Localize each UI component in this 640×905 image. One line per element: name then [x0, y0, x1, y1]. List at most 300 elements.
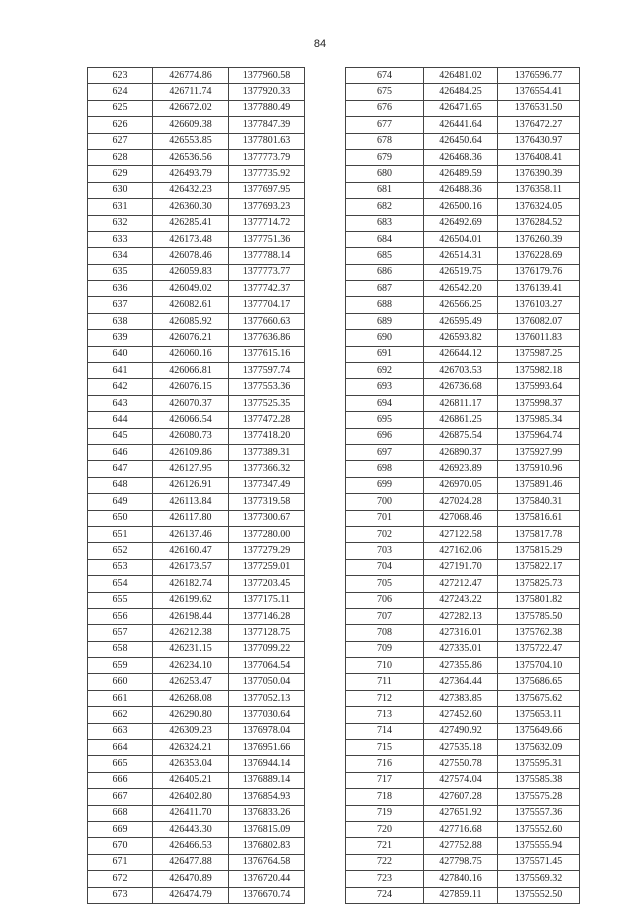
y-coordinate-cell: 1377751.36: [229, 231, 305, 247]
x-coordinate-cell: 426484.25: [424, 84, 498, 100]
point-number-cell: 637: [88, 297, 153, 313]
table-row: [88, 117, 305, 133]
table-row: [346, 526, 580, 542]
point-number-cell: 711: [346, 674, 424, 690]
point-number-cell: 693: [346, 379, 424, 395]
point-number-cell: 706: [346, 592, 424, 608]
table-row: [88, 477, 305, 493]
table-row: [88, 444, 305, 460]
point-number-cell: 686: [346, 264, 424, 280]
x-coordinate-cell: 426481.02: [424, 68, 498, 84]
table-row: [346, 789, 580, 805]
y-coordinate-cell: 1376228.69: [498, 248, 580, 264]
y-coordinate-cell: 1377615.16: [229, 346, 305, 362]
x-coordinate-cell: 426290.80: [153, 707, 229, 723]
y-coordinate-cell: 1375722.47: [498, 641, 580, 657]
y-coordinate-cell: 1376833.26: [229, 805, 305, 821]
x-coordinate-cell: 427840.16: [424, 871, 498, 887]
point-number-cell: 665: [88, 756, 153, 772]
point-number-cell: 651: [88, 526, 153, 542]
point-number-cell: 722: [346, 854, 424, 870]
point-number-cell: 655: [88, 592, 153, 608]
table-row: [88, 166, 305, 182]
x-coordinate-cell: 426536.56: [153, 149, 229, 165]
point-number-cell: 724: [346, 887, 424, 903]
point-number-cell: 676: [346, 100, 424, 116]
point-number-cell: 678: [346, 133, 424, 149]
y-coordinate-cell: 1375785.50: [498, 608, 580, 624]
x-coordinate-cell: 427364.44: [424, 674, 498, 690]
point-number-cell: 688: [346, 297, 424, 313]
point-number-cell: 717: [346, 772, 424, 788]
point-number-cell: 696: [346, 428, 424, 444]
x-coordinate-cell: 426173.57: [153, 559, 229, 575]
point-number-cell: 645: [88, 428, 153, 444]
table-row: [88, 494, 305, 510]
table-row: [88, 608, 305, 624]
x-coordinate-cell: 426080.73: [153, 428, 229, 444]
y-coordinate-cell: 1375632.09: [498, 740, 580, 756]
point-number-cell: 647: [88, 461, 153, 477]
table-row: [88, 690, 305, 706]
y-coordinate-cell: 1376951.66: [229, 740, 305, 756]
x-coordinate-cell: 426109.86: [153, 444, 229, 460]
x-coordinate-cell: 427383.85: [424, 690, 498, 706]
table-row: [346, 149, 580, 165]
table-row: [346, 690, 580, 706]
y-coordinate-cell: 1375762.38: [498, 625, 580, 641]
table-row: [88, 641, 305, 657]
table-row: [88, 412, 305, 428]
point-number-cell: 694: [346, 395, 424, 411]
point-number-cell: 721: [346, 838, 424, 854]
y-coordinate-cell: 1375555.94: [498, 838, 580, 854]
y-coordinate-cell: 1377347.49: [229, 477, 305, 493]
x-coordinate-cell: 426059.83: [153, 264, 229, 280]
point-number-cell: 716: [346, 756, 424, 772]
y-coordinate-cell: 1375585.38: [498, 772, 580, 788]
table-row: [346, 871, 580, 887]
y-coordinate-cell: 1376324.05: [498, 199, 580, 215]
point-number-cell: 662: [88, 707, 153, 723]
y-coordinate-cell: 1377704.17: [229, 297, 305, 313]
point-number-cell: 680: [346, 166, 424, 182]
x-coordinate-cell: 426875.54: [424, 428, 498, 444]
y-coordinate-cell: 1375817.78: [498, 526, 580, 542]
table-row: [346, 68, 580, 84]
table-row: [346, 576, 580, 592]
coordinates-table-right: [345, 67, 580, 904]
x-coordinate-cell: 426470.89: [153, 871, 229, 887]
y-coordinate-cell: 1375840.31: [498, 494, 580, 510]
x-coordinate-cell: 427162.06: [424, 543, 498, 559]
y-coordinate-cell: 1377880.49: [229, 100, 305, 116]
point-number-cell: 677: [346, 117, 424, 133]
table-row: [346, 297, 580, 313]
table-row: [346, 477, 580, 493]
point-number-cell: 657: [88, 625, 153, 641]
y-coordinate-cell: 1375964.74: [498, 428, 580, 444]
table-row: [88, 887, 305, 903]
y-coordinate-cell: 1376720.44: [229, 871, 305, 887]
page-number: 84: [313, 38, 327, 50]
y-coordinate-cell: 1375552.60: [498, 821, 580, 837]
point-number-cell: 690: [346, 330, 424, 346]
y-coordinate-cell: 1375675.62: [498, 690, 580, 706]
table-row: [346, 379, 580, 395]
x-coordinate-cell: 427651.92: [424, 805, 498, 821]
point-number-cell: 627: [88, 133, 153, 149]
y-coordinate-cell: 1375801.82: [498, 592, 580, 608]
table-row: [346, 100, 580, 116]
y-coordinate-cell: 1377389.31: [229, 444, 305, 460]
point-number-cell: 654: [88, 576, 153, 592]
x-coordinate-cell: 426049.02: [153, 281, 229, 297]
table-row: [346, 592, 580, 608]
point-number-cell: 708: [346, 625, 424, 641]
table-row: [346, 838, 580, 854]
point-number-cell: 673: [88, 887, 153, 903]
y-coordinate-cell: 1375927.99: [498, 444, 580, 460]
x-coordinate-cell: 426076.21: [153, 330, 229, 346]
table-row: [346, 608, 580, 624]
y-coordinate-cell: 1376531.50: [498, 100, 580, 116]
point-number-cell: 687: [346, 281, 424, 297]
point-number-cell: 699: [346, 477, 424, 493]
x-coordinate-cell: 427212.47: [424, 576, 498, 592]
x-coordinate-cell: 426199.62: [153, 592, 229, 608]
y-coordinate-cell: 1376802.83: [229, 838, 305, 854]
x-coordinate-cell: 426644.12: [424, 346, 498, 362]
x-coordinate-cell: 427574.04: [424, 772, 498, 788]
table-row: [346, 543, 580, 559]
y-coordinate-cell: 1377773.79: [229, 149, 305, 165]
point-number-cell: 649: [88, 494, 153, 510]
table-row: [346, 625, 580, 641]
y-coordinate-cell: 1375571.45: [498, 854, 580, 870]
y-coordinate-cell: 1377693.23: [229, 199, 305, 215]
point-number-cell: 670: [88, 838, 153, 854]
point-number-cell: 658: [88, 641, 153, 657]
table-row: [346, 428, 580, 444]
table-row: [88, 756, 305, 772]
x-coordinate-cell: 426471.65: [424, 100, 498, 116]
y-coordinate-cell: 1375815.29: [498, 543, 580, 559]
y-coordinate-cell: 1376179.76: [498, 264, 580, 280]
point-number-cell: 656: [88, 608, 153, 624]
point-number-cell: 634: [88, 248, 153, 264]
point-number-cell: 625: [88, 100, 153, 116]
point-number-cell: 639: [88, 330, 153, 346]
y-coordinate-cell: 1377714.72: [229, 215, 305, 231]
x-coordinate-cell: 426212.38: [153, 625, 229, 641]
point-number-cell: 685: [346, 248, 424, 264]
table-row: [88, 199, 305, 215]
point-number-cell: 631: [88, 199, 153, 215]
x-coordinate-cell: 427024.28: [424, 494, 498, 510]
point-number-cell: 633: [88, 231, 153, 247]
x-coordinate-cell: 427859.11: [424, 887, 498, 903]
point-number-cell: 709: [346, 641, 424, 657]
y-coordinate-cell: 1377050.04: [229, 674, 305, 690]
y-coordinate-cell: 1375557.36: [498, 805, 580, 821]
coordinates-table-left: [87, 67, 305, 904]
point-number-cell: 712: [346, 690, 424, 706]
point-number-cell: 719: [346, 805, 424, 821]
y-coordinate-cell: 1375891.46: [498, 477, 580, 493]
x-coordinate-cell: 426970.05: [424, 477, 498, 493]
point-number-cell: 661: [88, 690, 153, 706]
x-coordinate-cell: 426353.04: [153, 756, 229, 772]
x-coordinate-cell: 426474.79: [153, 887, 229, 903]
table-row: [88, 625, 305, 641]
x-coordinate-cell: 427550.78: [424, 756, 498, 772]
table-row: [346, 821, 580, 837]
table-row: [346, 723, 580, 739]
table-row: [88, 789, 305, 805]
x-coordinate-cell: 426443.30: [153, 821, 229, 837]
y-coordinate-cell: 1375982.18: [498, 363, 580, 379]
x-coordinate-cell: 426411.70: [153, 805, 229, 821]
table-row: [346, 84, 580, 100]
x-coordinate-cell: 426736.68: [424, 379, 498, 395]
x-coordinate-cell: 426450.64: [424, 133, 498, 149]
x-coordinate-cell: 426477.88: [153, 854, 229, 870]
table-row: [346, 117, 580, 133]
point-number-cell: 660: [88, 674, 153, 690]
x-coordinate-cell: 426309.23: [153, 723, 229, 739]
table-row: [88, 772, 305, 788]
y-coordinate-cell: 1376358.11: [498, 182, 580, 198]
x-coordinate-cell: 426285.41: [153, 215, 229, 231]
table-row: [88, 133, 305, 149]
y-coordinate-cell: 1377300.67: [229, 510, 305, 526]
x-coordinate-cell: 426402.80: [153, 789, 229, 805]
table-row: [88, 100, 305, 116]
table-row: [88, 576, 305, 592]
y-coordinate-cell: 1377636.86: [229, 330, 305, 346]
table-row: [88, 182, 305, 198]
point-number-cell: 630: [88, 182, 153, 198]
point-number-cell: 648: [88, 477, 153, 493]
y-coordinate-cell: 1376944.14: [229, 756, 305, 772]
table-row: [88, 821, 305, 837]
x-coordinate-cell: 426811.17: [424, 395, 498, 411]
y-coordinate-cell: 1375575.28: [498, 789, 580, 805]
x-coordinate-cell: 426117.80: [153, 510, 229, 526]
table-row: [88, 805, 305, 821]
x-coordinate-cell: 426268.08: [153, 690, 229, 706]
y-coordinate-cell: 1375822.17: [498, 559, 580, 575]
y-coordinate-cell: 1376764.58: [229, 854, 305, 870]
x-coordinate-cell: 426360.30: [153, 199, 229, 215]
x-coordinate-cell: 426542.20: [424, 281, 498, 297]
table-row: [346, 412, 580, 428]
x-coordinate-cell: 427490.92: [424, 723, 498, 739]
x-coordinate-cell: 426593.82: [424, 330, 498, 346]
x-coordinate-cell: 426082.61: [153, 297, 229, 313]
table-row: [88, 526, 305, 542]
table-row: [88, 297, 305, 313]
x-coordinate-cell: 426113.84: [153, 494, 229, 510]
table-row: [88, 231, 305, 247]
y-coordinate-cell: 1375653.11: [498, 707, 580, 723]
point-number-cell: 667: [88, 789, 153, 805]
table-row: [88, 248, 305, 264]
table-row: [346, 510, 580, 526]
point-number-cell: 710: [346, 658, 424, 674]
y-coordinate-cell: 1376978.04: [229, 723, 305, 739]
table-row: [346, 182, 580, 198]
table-row: [88, 363, 305, 379]
x-coordinate-cell: 426504.01: [424, 231, 498, 247]
table-row: [88, 264, 305, 280]
point-number-cell: 624: [88, 84, 153, 100]
x-coordinate-cell: 426076.15: [153, 379, 229, 395]
y-coordinate-cell: 1377920.33: [229, 84, 305, 100]
y-coordinate-cell: 1375987.25: [498, 346, 580, 362]
y-coordinate-cell: 1376139.41: [498, 281, 580, 297]
y-coordinate-cell: 1377030.64: [229, 707, 305, 723]
point-number-cell: 653: [88, 559, 153, 575]
x-coordinate-cell: 426492.69: [424, 215, 498, 231]
x-coordinate-cell: 426774.86: [153, 68, 229, 84]
table-row: [88, 723, 305, 739]
x-coordinate-cell: 427282.13: [424, 608, 498, 624]
x-coordinate-cell: 426405.21: [153, 772, 229, 788]
y-coordinate-cell: 1376390.39: [498, 166, 580, 182]
y-coordinate-cell: 1377319.58: [229, 494, 305, 510]
x-coordinate-cell: 426066.81: [153, 363, 229, 379]
table-row: [346, 707, 580, 723]
point-number-cell: 674: [346, 68, 424, 84]
x-coordinate-cell: 426489.59: [424, 166, 498, 182]
y-coordinate-cell: 1377366.32: [229, 461, 305, 477]
x-coordinate-cell: 426441.64: [424, 117, 498, 133]
table-row: [88, 543, 305, 559]
y-coordinate-cell: 1377472.28: [229, 412, 305, 428]
y-coordinate-cell: 1376011.83: [498, 330, 580, 346]
point-number-cell: 636: [88, 281, 153, 297]
x-coordinate-cell: 426595.49: [424, 313, 498, 329]
point-number-cell: 720: [346, 821, 424, 837]
table-row: [88, 854, 305, 870]
point-number-cell: 723: [346, 871, 424, 887]
y-coordinate-cell: 1377742.37: [229, 281, 305, 297]
table-row: [346, 166, 580, 182]
table-row: [346, 740, 580, 756]
point-number-cell: 652: [88, 543, 153, 559]
y-coordinate-cell: 1376082.07: [498, 313, 580, 329]
table-row: [346, 772, 580, 788]
table-row: [88, 346, 305, 362]
table-row: [88, 510, 305, 526]
x-coordinate-cell: 427535.18: [424, 740, 498, 756]
table-row: [88, 740, 305, 756]
point-number-cell: 675: [346, 84, 424, 100]
table-row: [346, 281, 580, 297]
y-coordinate-cell: 1376670.74: [229, 887, 305, 903]
point-number-cell: 695: [346, 412, 424, 428]
y-coordinate-cell: 1375985.34: [498, 412, 580, 428]
x-coordinate-cell: 426085.92: [153, 313, 229, 329]
x-coordinate-cell: 426198.44: [153, 608, 229, 624]
point-number-cell: 691: [346, 346, 424, 362]
y-coordinate-cell: 1376260.39: [498, 231, 580, 247]
x-coordinate-cell: 427355.86: [424, 658, 498, 674]
y-coordinate-cell: 1377052.13: [229, 690, 305, 706]
table-row: [346, 494, 580, 510]
y-coordinate-cell: 1375686.65: [498, 674, 580, 690]
x-coordinate-cell: 427798.75: [424, 854, 498, 870]
point-number-cell: 698: [346, 461, 424, 477]
table-row: [346, 330, 580, 346]
y-coordinate-cell: 1376408.41: [498, 149, 580, 165]
y-coordinate-cell: 1375993.64: [498, 379, 580, 395]
point-number-cell: 643: [88, 395, 153, 411]
x-coordinate-cell: 426609.38: [153, 117, 229, 133]
x-coordinate-cell: 427243.22: [424, 592, 498, 608]
point-number-cell: 703: [346, 543, 424, 559]
table-row: [88, 658, 305, 674]
point-number-cell: 682: [346, 199, 424, 215]
point-number-cell: 718: [346, 789, 424, 805]
table-row: [88, 313, 305, 329]
table-row: [346, 346, 580, 362]
x-coordinate-cell: 426553.85: [153, 133, 229, 149]
x-coordinate-cell: 426923.89: [424, 461, 498, 477]
x-coordinate-cell: 427335.01: [424, 641, 498, 657]
point-number-cell: 683: [346, 215, 424, 231]
x-coordinate-cell: 426253.47: [153, 674, 229, 690]
y-coordinate-cell: 1377735.92: [229, 166, 305, 182]
x-coordinate-cell: 427452.60: [424, 707, 498, 723]
x-coordinate-cell: 426519.75: [424, 264, 498, 280]
y-coordinate-cell: 1377064.54: [229, 658, 305, 674]
table-row: [88, 84, 305, 100]
y-coordinate-cell: 1377553.36: [229, 379, 305, 395]
table-row: [88, 838, 305, 854]
y-coordinate-cell: 1375816.61: [498, 510, 580, 526]
x-coordinate-cell: 426066.54: [153, 412, 229, 428]
table-row: [346, 756, 580, 772]
y-coordinate-cell: 1376889.14: [229, 772, 305, 788]
point-number-cell: 671: [88, 854, 153, 870]
table-row: [88, 707, 305, 723]
y-coordinate-cell: 1377697.95: [229, 182, 305, 198]
y-coordinate-cell: 1377597.74: [229, 363, 305, 379]
x-coordinate-cell: 427752.88: [424, 838, 498, 854]
x-coordinate-cell: 427607.28: [424, 789, 498, 805]
point-number-cell: 681: [346, 182, 424, 198]
y-coordinate-cell: 1377279.29: [229, 543, 305, 559]
point-number-cell: 689: [346, 313, 424, 329]
y-coordinate-cell: 1375910.96: [498, 461, 580, 477]
x-coordinate-cell: 426514.31: [424, 248, 498, 264]
point-number-cell: 646: [88, 444, 153, 460]
y-coordinate-cell: 1376284.52: [498, 215, 580, 231]
table-row: [346, 854, 580, 870]
table-row: [346, 231, 580, 247]
point-number-cell: 659: [88, 658, 153, 674]
x-coordinate-cell: 426234.10: [153, 658, 229, 674]
x-coordinate-cell: 427191.70: [424, 559, 498, 575]
x-coordinate-cell: 426160.47: [153, 543, 229, 559]
point-number-cell: 672: [88, 871, 153, 887]
x-coordinate-cell: 426468.36: [424, 149, 498, 165]
table-row: [346, 674, 580, 690]
x-coordinate-cell: 426500.16: [424, 199, 498, 215]
